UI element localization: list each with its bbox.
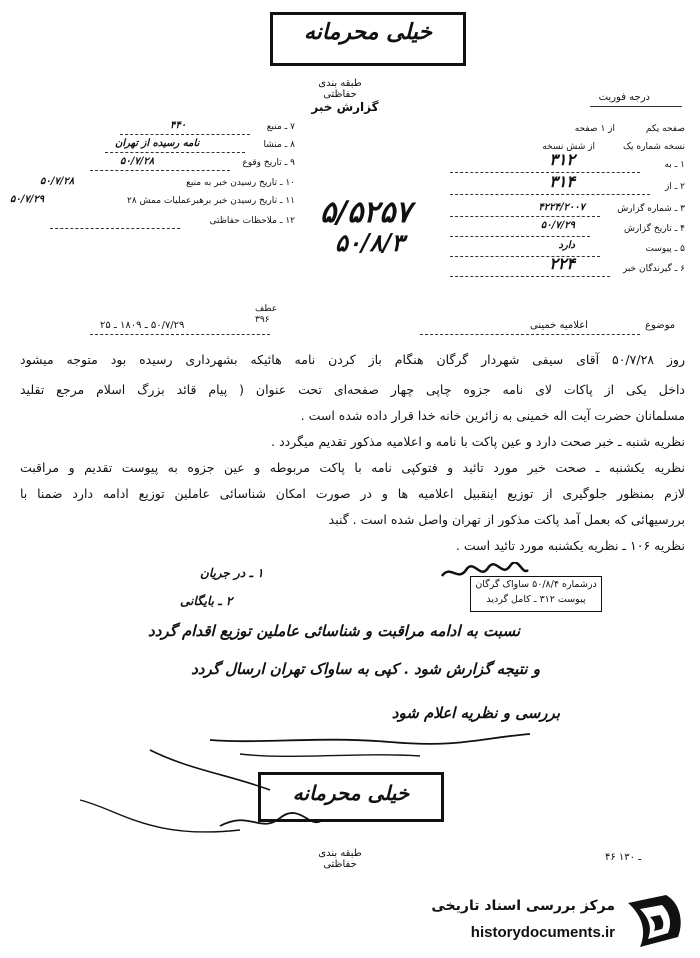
field-label: ۱۲ ـ ملاحظات حفاظتی [209, 216, 295, 226]
classification-stamp-bottom [258, 772, 444, 822]
handwritten-note: و نتیجه گزارش شود . کپی به ساواک تهران ارسال گردد [191, 660, 540, 678]
handwritten-number: ۵/۵۲۵۷ [320, 195, 412, 230]
field-value: ۵۰/۷/۲۸ [40, 176, 75, 187]
field-value: ۴۲۲۴/۲۰۰۷ [538, 202, 585, 213]
body-line: بررسیهائی که بعمل آمد پاکت مذکور از تهران واصل شده است . گنبد [328, 512, 685, 527]
body-line: لازم بمنظور جلوگیری از توزیع اینقبیل اعلامیه ها و در صورت امکان شناسائی عاملین توزیع ادامه دارد ضمنا با [20, 486, 685, 501]
field-value: ۴۴۰ [170, 120, 187, 131]
priority-label: درجه فوریت [598, 92, 650, 103]
field-value: از شش نسخه [542, 142, 595, 152]
subject-ref: ۵۰/۷/۲۹ ـ ۱۸۰۹ ـ ۲۵ [100, 320, 185, 331]
form-code: ۴۶ ـ ۱۳۰ [605, 852, 642, 863]
subject-label: موضوع [645, 320, 676, 331]
field-value: ۵۰/۷/۲۹ [540, 220, 575, 231]
watermark-url: historydocuments.ir [470, 924, 615, 941]
field-value: نامه رسیده از تهران [115, 138, 200, 149]
field-value: ۵۰/۷/۲۸ [120, 156, 155, 167]
body-line: داخل یکی از پاکات لای نامه جزوه چاپی چهار صفحه‌ای تحت عنوان ( پیام قائد بزرگ اسلام مرجع تقلید [20, 382, 685, 397]
field-label: ۴ ـ تاریخ گزارش [623, 224, 685, 234]
right-fields [420, 124, 685, 284]
field-value: از ۱ صفحه [574, 124, 615, 134]
classification-label-top: طبقه بندی حفاظتی [318, 78, 362, 100]
handwritten-note: ۱ ـ در جریان [200, 566, 264, 580]
field-label: ۷ ـ منبع [266, 122, 295, 132]
field-label: صفحه یکم [645, 124, 685, 134]
field-label: ۵ ـ پیوست [645, 244, 685, 254]
subject-value: اعلامیه خمینی [530, 320, 588, 331]
field-label: ۹ ـ تاریخ وقوع [242, 158, 295, 168]
field-label: ۱۰ ـ تاریخ رسیدن خبر به منبع [186, 178, 295, 188]
body-line: نظریه شنبه ـ خبر صحت دارد و عین پاکت با نامه و اعلامیه مذکور تقدیم میگردد . [271, 434, 685, 449]
body-line: نظریه یکشنبه ـ صحت خبر مورد تائید و فتوکپی نامه با پاکت مربوطه و عین جزوه به پیوست تقدیم و مراقبت [20, 460, 685, 475]
handwritten-note: ۲ ـ بایگانی [180, 594, 233, 608]
stamp-text: خیلی محرمانه [292, 781, 410, 805]
field-value: دارد [558, 240, 575, 251]
body-line: مسلمانان حضرت آیت اله خمینی به زائرین خانه خدا قرار داده شده است . [300, 408, 685, 423]
field-value: ۵۰/۷/۲۹ [10, 194, 45, 205]
field-label: ۱۱ ـ تاریخ رسیدن خبر برهبرعملیات ممش ۲۸ [127, 196, 295, 206]
margin-note: عطف [255, 304, 278, 314]
stamp-text: خیلی محرمانه [303, 19, 433, 45]
filing-stamp [470, 576, 602, 612]
handwritten-date: ۵۰/۸/۳ [335, 228, 405, 257]
report-title: گزارش خبر [311, 100, 379, 114]
field-label: ۲ ـ از [664, 182, 685, 192]
filing-stamp-line: درشماره ۵۰/۸/۴ ساواک گرگان [475, 579, 597, 590]
field-label: ۶ ـ گیرندگان خبر [622, 264, 685, 274]
field-label: نسخه شماره یک [623, 142, 685, 152]
classification-label-bottom: طبقه بندی حفاظتی [318, 848, 362, 870]
body-line: روز ۵۰/۷/۲۸ آقای سیفی شهردار گرگان هنگام باز کردن نامه هائیکه بشهرداری رسیده بود متوجه میشود [20, 352, 685, 367]
handwritten-note: بررسی و نظریه اعلام شود [391, 704, 560, 722]
body-line: نظریه ۱۰۶ ـ نظریه یکشنبه مورد تائید است . [455, 538, 685, 553]
field-value: ۲۲۴ [549, 254, 575, 273]
watermark-logo [622, 893, 688, 951]
handwritten-note: نسبت به ادامه مراقبت و شناسائی عاملین توزیع اقدام گردد [148, 622, 520, 640]
left-fields [10, 120, 295, 232]
filing-stamp-line: پیوست ۳۱۲ ـ کامل گردید [486, 594, 586, 605]
field-label: ۳ ـ شماره گزارش [617, 204, 685, 214]
field-value: ۳۱۴ [549, 172, 575, 191]
margin-number: ۳۹۶ [255, 315, 270, 325]
field-label: ۸ ـ منشا [263, 140, 295, 150]
classification-stamp-top [270, 12, 466, 66]
field-value: ۳۱۲ [549, 150, 575, 169]
field-label: ۱ ـ به [664, 160, 685, 170]
watermark-org: مرکز بررسی اسناد تاریخی [431, 898, 615, 914]
